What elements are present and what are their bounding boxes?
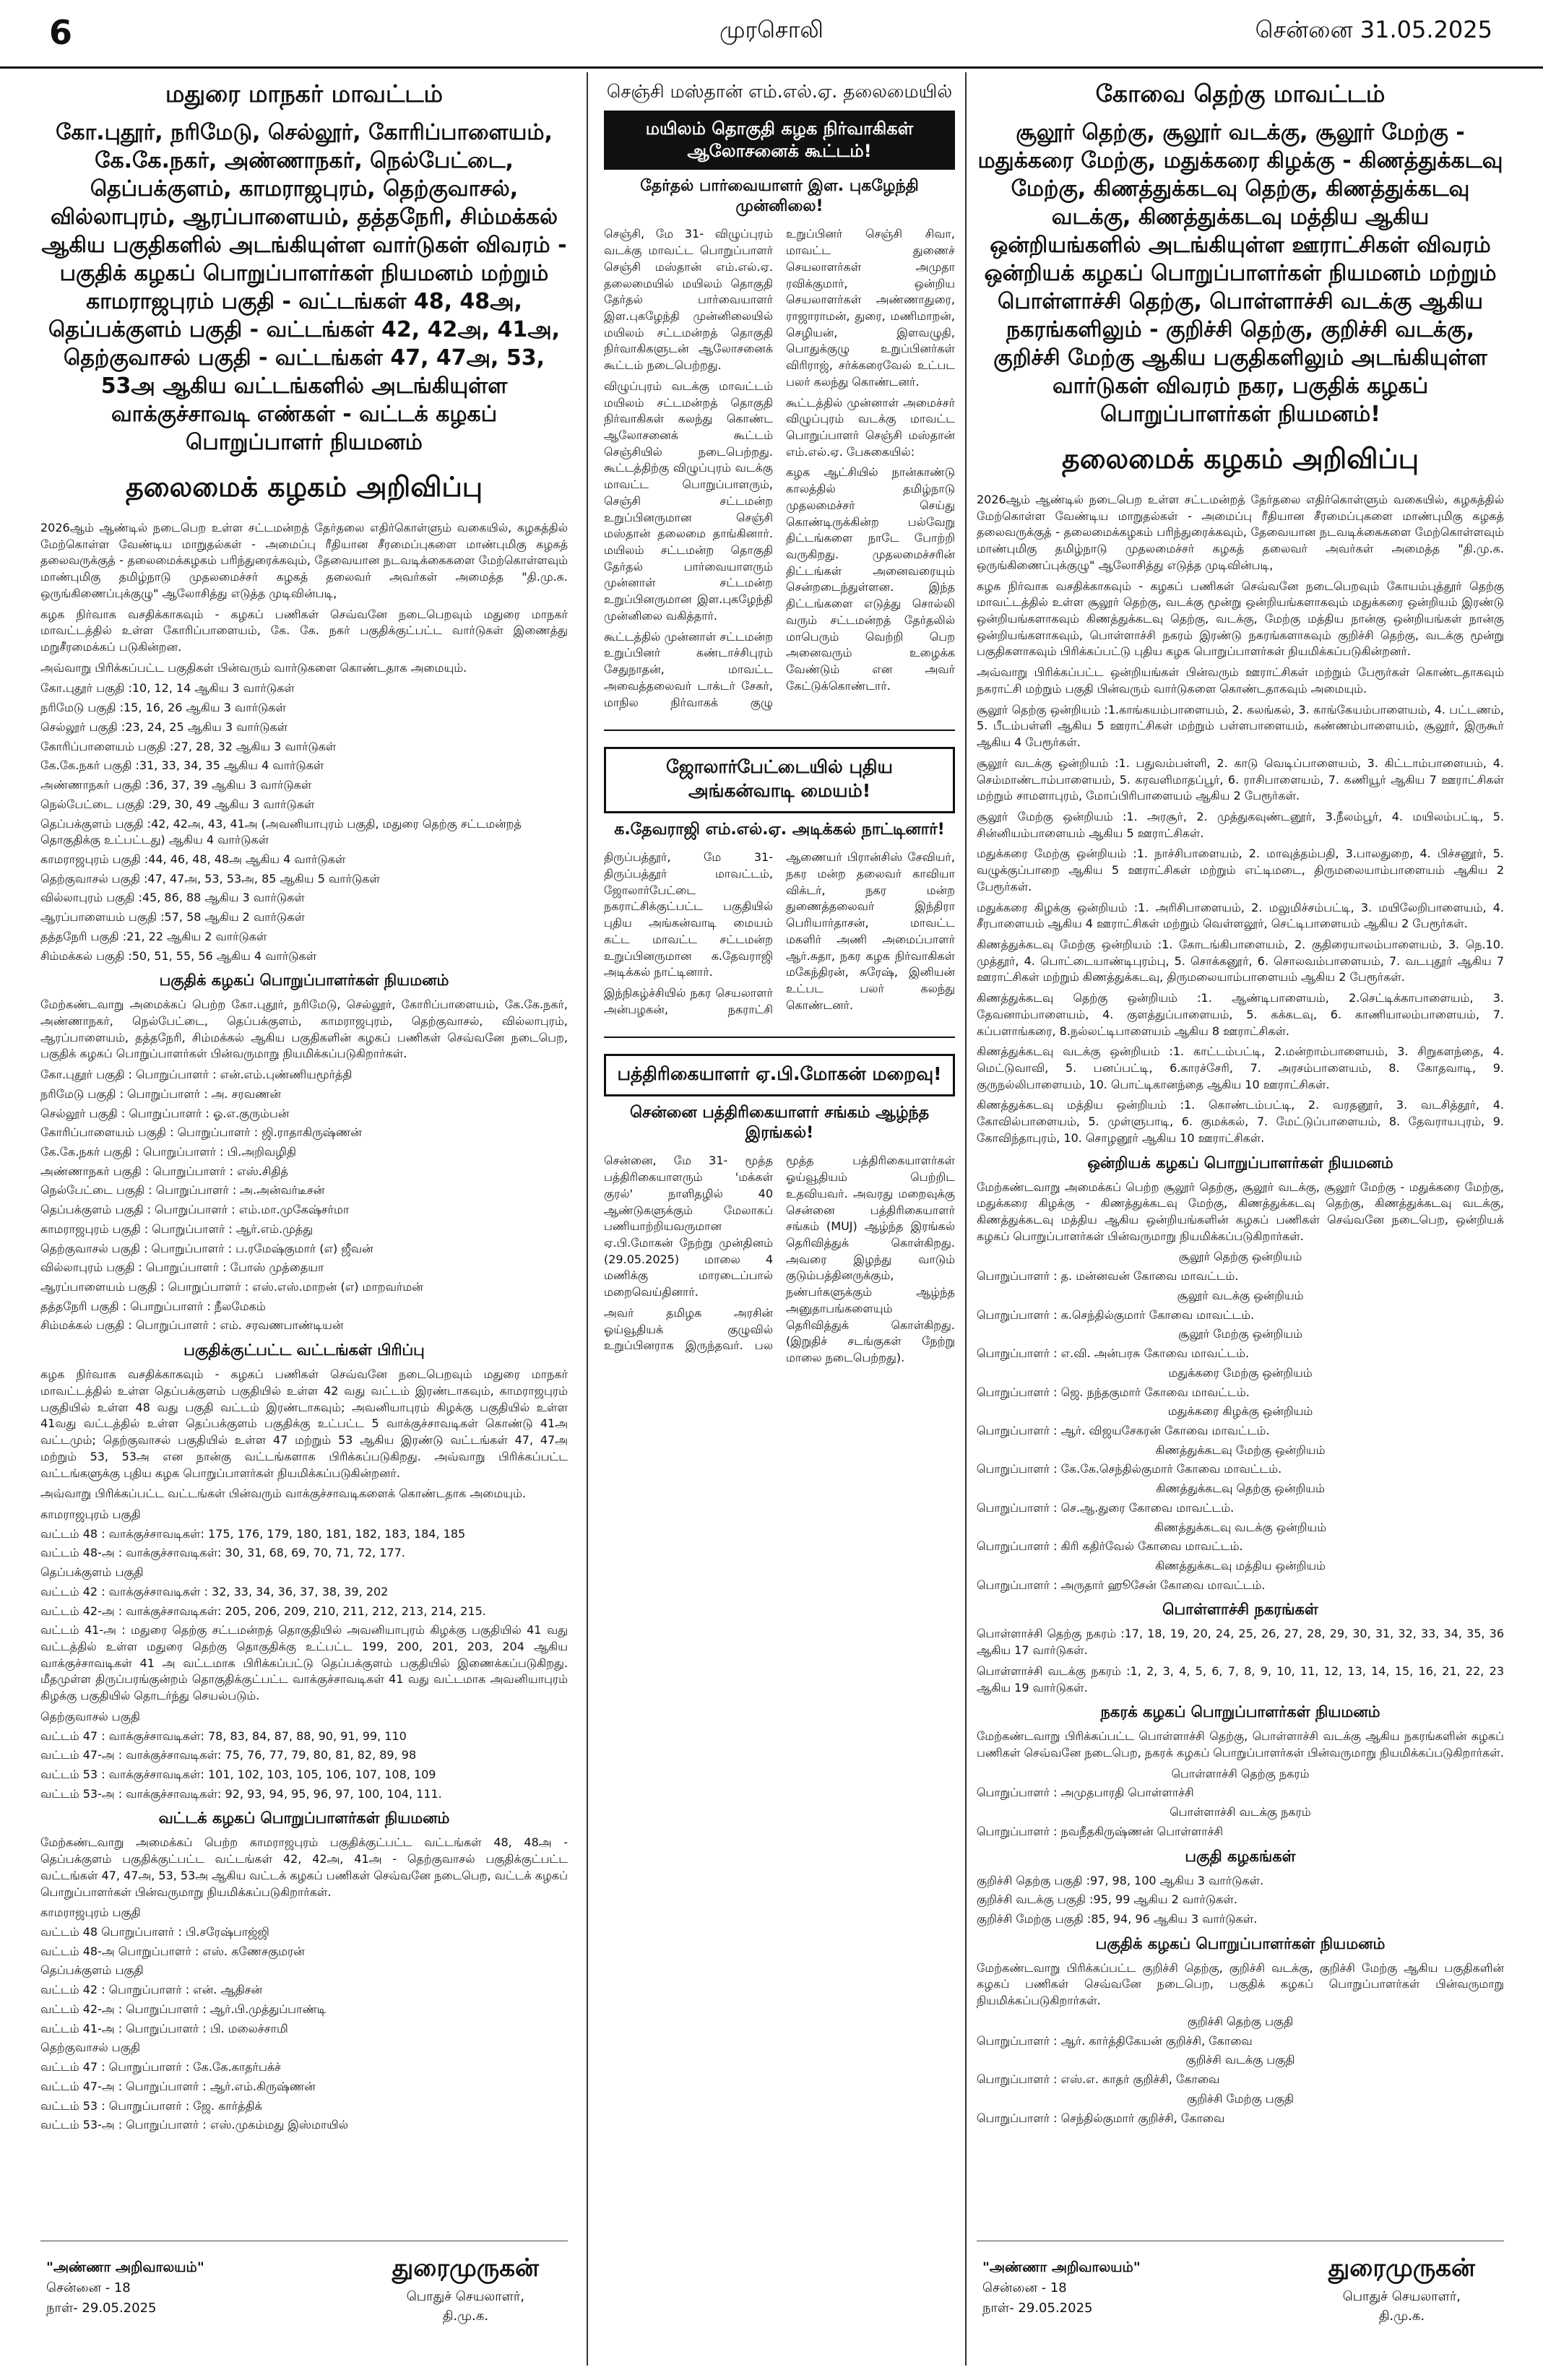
paragraph: பொள்ளாச்சி தெற்கு நகரம் :17, 18, 19, 20, 24, 25, 26, 27, 28, 29, 30, 31, 32, 33, 34, 35, 36 ஆகிய 17 வார்டுகள். [977,1627,1504,1658]
list-item: தெப்பக்குளம் பகுதி [40,1963,144,1978]
signature-block [977,2241,1504,2342]
story-headline: பத்திரிகையாளர் ஏ.பி.மோகன் மறைவு! [604,1054,955,1096]
list-item: தெப்பக்குளம் பகுதி [40,1565,144,1580]
district-title: கோவை தெற்கு மாவட்டம் [1095,79,1386,108]
list-item: வட்டம் 48-அ பொறுப்பாளர் : எஸ். கணேசகுமரன் [40,1944,305,1958]
story-headline: மயிலம் தொகுதி கழக நிர்வாகிகள் ஆலோசனைக் கூட்டம்! [604,111,955,170]
paragraph: அவர் தமிழக அரசின் ஓய்வூதியக் குழுவில் உறுப்பினராக இருந்தவர். பல மூத்த பத்திரிகையாளர்கள் ஓய்வூதியம் பெற்றிட உதவியவர். அவரது மறைவுக்கு சென்னை பத்திரிகையாளர் சங்கம் (MUJ) ஆழ்ந்த இரங்கல் தெரிவித்துக் கொள்கிறது. அவரை இழந்து வாடும் குடும்பத்தினருக்கும், நண்பர்களுக்கும் ஆழ்ந்த அனுதாபங்களையும் தெரிவித்துக் கொள்கிறது. (இறுதிச் சடங்குகள் நேற்று மாலை நடைபெற்றது). [604,1154,955,1365]
notice-headline: சூலூர் தெற்கு, சூலூர் வடக்கு, சூலூர் மேற்கு - மதுக்கரை மேற்கு, மதுக்கரை கிழக்கு - கிணத்துக்கடவு மேற்கு, கிணத்துக்கடவு தெற்கு, கிணத்துக்கடவு வடக்கு, கிணத்துக்கடவு மத்திய ஆகிய ஒன்றியங்களில் அடங்கியுள்ள ஊராட்சிகள் விவரம் ஒன்றியக் கழகப் பொறுப்பாளர்கள் நியமனம் மற்றும் பொள்ளாச்சி தெற்கு, பொள்ளாச்சி வடக்கு ஆகிய நகரங்களிலும் - குறிச்சி தெற்கு, குறிச்சி வடக்கு, குறிச்சி மேற்கு ஆகிய பகுதிகளிலும் அடங்கியுள்ள வார்டுகள் விவரம் நகர, பகுதிக் கழகப் பொறுப்பாளர்கள் நியமனம்! [977,120,1503,427]
intro-paragraph: கழக நிர்வாக வசதிக்காகவும் - கழகப் பணிகள் செவ்வனே நடைபெறவும் கோயம்புத்தூர் தெற்கு மாவட்டத்தில் உள்ள சூலூர் தெற்கு, வடக்கு மூன்று ஒன்றியங்களாகவும் மதுக்கரை ஒன்றியம் இரண்டு ஒன்றியங்களாகவும் கிணத்துக்கடவு தெற்கு, வடக்கு, மேற்கு மத்திய நான்கு ஒன்றியங்கள் நான்கு ஒன்றியங்களாகவும், பொள்ளாச்சி நகரம் இரண்டு நகரங்களாகவும் குறிச்சி தெற்கு, வடக்கு மூன்று பகுதிகளாகவும் பிரிக்கப்பட்டு புதிய கழக பொறுப்பாளர்கள் நியமிக்கப்படுகின்றனர். [977,579,1504,659]
paragraph: வட்டம் 41-அ : மதுரை தெற்கு சட்டமன்றத் தொகுதியில் அவனியாபுரம் கிழக்கு பகுதியில் 41 வது வட்டத்தில் உள்ள மதுரை தெற்கு தொகுதிக்கு உட்பட்ட 199, 200, 201, 203, 204 ஆகிய வாக்குச்சாவடிகள் 41 அ வட்டமாக பிரிக்கப்பட்டு தெப்பக்குளம் பகுதியில் இணைக்கப்படுகிறது. மீதமுள்ள திருப்பரங்குன்றம் தொகுதிக்குட்பட்ட வாக்குச்சாவடிகள் 41 வது வட்டமாக அவனியாபுரம் கிழக்கு பகுதியில் தொடர்ந்து செயல்படும். [40,1623,568,1703]
list-item: வில்லாபுரம் பகுதி : பொறுப்பாளர் : போஸ் முத்தையா [40,1260,324,1275]
paragraph: கழக நிர்வாக வசதிக்காகவும் - கழகப் பணிகள் செவ்வனே நடைபெறவும் மதுரை மாநகர் மாவட்டத்தில் உள்ள தெப்பக்குளம் பகுதியில் உள்ள 42 வது வட்டம் இரண்டாகவும், காமராஜபுரம் பகுதியில் உள்ள 48 வது பகுதி வட்டம் இரண்டாகவும்; அவனியாபுரம் கிழக்கு பகுதியில் உள்ள 41வது வட்டத்தில் உள்ள தெப்பக்குளம் பகுதிக்கு உட்பட்ட 5 வாக்குச்சாவடிகள் கொண்டு 41அ வட்டமும்; தெற்குவாசல் பகுதியில் உள்ள 47 மற்றும் 53 ஆகிய இரண்டு வட்டங்கள் 47, 47அ மற்றும் 53, 53அ என நான்கு வட்டங்களாக பிரிக்கப்படுகிறது. அவ்வாறு பிரிக்கப்பட்ட வட்டங்களுக்கு புதிய கழக பொறுப்பாளர்கள் நியமிக்கப்படுகின்றனர். [40,1367,568,1480]
subheading: பகுதிக் கழகப் பொறுப்பாளர்கள் நியமனம் [159,972,449,990]
list-item: வட்டம் 42-அ : வாக்குச்சாவடிகள்: 205, 206, 209, 210, 211, 212, 213, 214, 215. [40,1604,486,1618]
unit-name: பொள்ளாச்சி தெற்கு நகரம் [1171,1766,1310,1780]
list-item: கோரிப்பாளையம் பகுதி :27, 28, 32 ஆகிய 3 வார்டுகள் [40,739,337,753]
appointee-line: பொறுப்பாளர் : கிரி கதிர்வேல் கோவை மாவட்டம். [977,1539,1243,1554]
district-title: மதுரை மாநகர் மாவட்டம் [165,79,444,108]
paragraph: கிணத்துக்கடவு மத்திய ஒன்றியம் :1. கொண்டம்பட்டி, 2. வரதனூர், 3. வடசித்தூர், 4. கோவில்பாளையம், 5. முள்ளுபாடி, 6. குமக்கல், 7. மேட்டுப்பாளையம், 8. தேவராயபுரம், 9. கோவிந்தாபுரம், 10. சொழனூர் ஆகிய 10 ஊராட்சிகள். [977,1098,1504,1145]
unit-name: கிணத்துக்கடவு மேற்கு ஒன்றியம் [1155,1442,1326,1457]
booth-list [40,1507,568,1619]
story-divider [604,1037,955,1038]
list-intro: அவ்வாறு பிரிக்கப்பட்ட வட்டங்கள் பின்வரும் வாக்குச்சாவடிகளைக் கொண்டதாக அமையும். [40,1487,526,1501]
list-item: நெல்பேட்டை பகுதி :29, 30, 49 ஆகிய 3 வார்டுகள் [40,797,315,811]
list-item: தத்தநேரி பகுதி : பொறுப்பாளர் : நீலமேகம் [40,1299,266,1313]
story-subheadline: தேர்தல் பார்வையாளர் இள. புகழேந்தி முன்னிலை! [640,177,919,216]
subheading: பகுதிக் கழகப் பொறுப்பாளர்கள் நியமனம் [1095,1934,1386,1952]
unit-name: சூலூர் தெற்கு ஒன்றியம் [1178,1250,1302,1264]
paragraph: விழுப்புரம் வடக்கு மாவட்டம் மயிலம் சட்டமன்றத் தொகுதி நிர்வாகிகள் கலந்து கொண்ட ஆலோசனைக் கூட்டம் செஞ்சியில் நடைபெற்றது. கூட்டத்திற்கு விழுப்புரம் வடக்கு மாவட்ட பொறுப்பாளரும், செஞ்சி சட்டமன்ற உறுப்பினருமான செஞ்சி மஸ்தான் தலைமை தாங்கினார். மயிலம் சட்டமன்ற தொகுதி தேர்தல் பார்வையாளரும் முன்னாள் சட்டமன்ற உறுப்பினருமான இள.புகழேந்தி முன்னிலை வகித்தார். [604,378,773,623]
paragraph: கழக ஆட்சியில் நான்காண்டு காலத்தில் தமிழ்நாடு முதலமைச்சர் செய்து கொண்டிருக்கின்ற பல்வேறு திட்டங்களை நாடே போற்றி வருகிறது. முதலமைச்சரின் திட்டங்கள் அனைவரையும் சென்றடைந்துள்ளன. இந்த திட்டங்களை எடுத்து சொல்லி வரும் சட்டமன்றத் தேர்தலில் மாபெரும் வெற்றி பெற அனைவரும் உழைக்க வேண்டும் என அவர் கேட்டுக்கொண்டார். [786,465,955,693]
notice-date: நாள்- 29.05.2025 [46,2301,157,2316]
list-item: வட்டம் 48 பொறுப்பாளர் : பி.சரேஷ்பாஜ்ஜி [40,1925,269,1939]
section-title: தலைமைக் கழகம் அறிவிப்பு [1061,443,1419,475]
signatory-name: துரைமுருகன் [392,2254,539,2282]
paragraph: மேற்கண்டவாறு பிரிக்கப்பட்ட பொள்ளாச்சி தெற்கு, பொள்ளாச்சி வடக்கு ஆகிய நகரங்களின் கழகப் பணிகள் செவ்வனே நடைபெற, நகரக் கழகப் பொறுப்பாளர்கள் பின்வருமாறு நியமிக்கப்படுகிறார்கள். [977,1729,1504,1760]
party-name: தி.மு.க. [442,2308,489,2324]
list-item: காமராஜபுரம் பகுதி : பொறுப்பாளர் : ஆர்.எம்.முத்து [40,1221,314,1236]
appointee-line: பொறுப்பாளர் : எஸ்.எ. காதர் குறிச்சி, கோவை [977,2072,1220,2087]
list-item: தெப்பக்குளம் பகுதி : பொறுப்பாளர் : எம்.மா.முகேஷ்சர்மா [40,1203,350,1217]
subheading: பகுதி கழகங்கள் [1185,1847,1296,1865]
unit-name: கிணத்துக்கடவு தெற்கு ஒன்றியம் [1156,1481,1325,1496]
paragraph: மேற்கண்டவாறு பிரிக்கப்பட்ட குறிச்சி தெற்கு, குறிச்சி வடக்கு, குறிச்சி மேற்கு ஆகிய பகுதிகளின் கழகப் பணிகள் செவ்வனே நடைபெற, பகுதிக் கழகப் பொறுப்பாளர்கள் பின்வருமாறு நியமிக்கப்படுகிறார்கள். [977,1960,1504,2008]
signature-block [40,2241,568,2342]
unit-name: குறிச்சி வடக்கு பகுதி [1185,2053,1295,2067]
story-body [604,226,955,711]
place-date: சென்னை 31.05.2025 [1255,16,1492,43]
list-item: தத்தநேரி பகுதி :21, 22 ஆகிய 2 வார்டுகள் [40,929,267,943]
paragraph: சூலூர் வடக்கு ஒன்றியம் :1. பதுவம்பள்ளி, 2. காடு வெடிப்பாளையம், 3. கிட்டாம்பாளையம், 4. செம்மாண்டாம்பாளையம், 5. கரவளிமாதப்பூர், 6. ராசிபாளையம், 7. கணியூர் ஆகிய 7 ஊராட்சிகள் மற்றும் சாமளாபுரம், மோப்பிரிபாளையம் ஆகிய 2 பேரூர்கள். [977,756,1504,803]
office-city: சென்னை - 18 [46,2280,131,2296]
list-item: காமராஜபுரம் பகுதி [40,1507,141,1521]
section-title: தலைமைக் கழகம் அறிவிப்பு [125,471,483,503]
madurai-notice [40,77,568,2371]
appointee-list [40,1905,568,2134]
booth-list [40,1709,568,1803]
office-name: "அண்ணா அறிவாலயம்" [46,2259,204,2275]
party-name: தி.மு.க. [1378,2308,1425,2324]
appointee-line: பொறுப்பாளர் : அமுதபாரதி பொள்ளாச்சி [977,1786,1194,1800]
list-item: வட்டம் 41-அ : பொறுப்பாளர் : பி. மலைச்சாமி [40,2021,288,2035]
list-item: கோ.புதூர் பகுதி :10, 12, 14 ஆகிய 3 வார்டுகள் [40,681,295,696]
office-city: சென்னை - 18 [982,2280,1067,2296]
list-item: வட்டம் 47 : பொறுப்பாளர் : கே.கே.காதர்பக்ச் [40,2060,282,2074]
paragraph: சூலூர் மேற்கு ஒன்றியம் :1. அரசூர், 2. முத்துகவுண்டனூர், 3.நீலம்பூர், 4. மயிலம்பட்டி, 5. சின்னியம்பாளையம் ஆகிய 5 ஊராட்சிகள். [977,809,1504,840]
list-item: வட்டம் 47-அ : பொறுப்பாளர் : ஆர்.எம்.கிருஷ்ணன் [40,2079,316,2093]
paragraph: மதுக்கரை மேற்கு ஒன்றியம் :1. நாச்சிபாளையம், 2. மாவுத்தம்பதி, 3.பாலதுறை, 4. பிச்சனூர், 5. வழுக்குப்பாறை ஆகிய 5 ஊராட்சிகள் மற்றும் எட்டிமடை, திருமலையாம்பாளையம் ஆகிய 2 பேரூர்கள். [977,847,1504,893]
appointee-line: பொறுப்பாளர் : எ.வி. அன்பரசு கோவை மாவட்டம். [977,1346,1250,1361]
appointee-line: பொறுப்பாளர் : க.செந்தில்குமார் கோவை மாவட்டம். [977,1307,1255,1322]
list-item: நெல்பேட்டை பகுதி : பொறுப்பாளர் : அ.அன்வர்டீசன் [40,1183,325,1198]
appointee-line: பொறுப்பாளர் : நவநீதகிருஷ்ணன் பொள்ளாச்சி [977,1824,1224,1838]
list-intro: அவ்வாறு பிரிக்கப்பட்ட பகுதிகள் பின்வரும் வார்டுகளை கொண்டதாக அமையும். [40,660,467,675]
paragraph: கிணத்துக்கடவு வடக்கு ஒன்றியம் :1. காட்டம்பட்டி, 2.மன்றாம்பாளையம், 3. சிறுகளந்தை, 4. மெட்டுவாவி, 5. பனப்பட்டி, 6.காரச்சேரி, 7. அரசம்பாளையம், 8. கோதவாடி, 9. குருநல்லிபாளையம், 10. பொட்டிகானந்தை ஆகிய 10 ஊராட்சிகள். [977,1044,1504,1091]
intro-paragraph: 2026ஆம் ஆண்டில் நடைபெற உள்ள சட்டமன்றத் தேர்தலை எதிர்கொள்ளும் வகையில், கழகத்தில் மேற்கொள்ள வேண்டிய மாறுதல்கள் - அமைப்பு ரீதியான சீரமைப்புகளை மாண்புமிகு கழகத் தலைவருக்குத் - தலைமைக்கழகம் பரிந்துரைக்கவும், தேவையான நடவடிக்கைகளை மேற்கொள்ளவும் மாண்புமிகு தமிழ்நாடு முதலமைச்சர் கழகத் தலைவர் அவர்கள் அமைத்த "தி.மு.க. ஒருங்கிணைப்புக்குழு" ஆலோசித்து எடுத்த முடிவின்படி, [40,521,568,600]
intro-paragraph: 2026ஆம் ஆண்டில் நடைபெற உள்ள சட்டமன்றத் தேர்தலை எதிர்கொள்ளும் வகையில், கழகத்தில் மேற்கொள்ள வேண்டிய மாறுதல்கள் - அமைப்பு ரீதியான சீரமைப்புகளை மாண்புமிகு கழகத் தலைவருக்குத் - தலைமைக்கழகம் பரிந்துரைக்கவும், தேவையான நடவடிக்கைகளை மேற்கொள்ளவும் மாண்புமிகு தமிழ்நாடு முதலமைச்சர் கழகத் தலைவர் அவர்கள் அமைத்த "தி.மு.க. ஒருங்கிணைப்புக்குழு" ஆலோசித்து எடுத்த முடிவின்படி, [977,493,1504,572]
unit-name: குறிச்சி தெற்கு பகுதி [1187,2014,1294,2028]
list-item: வட்டம் 53 : பொறுப்பாளர் : ஜே. கார்த்திக் [40,2098,262,2113]
list-item: வட்டம் 48-அ : வாக்குச்சாவடிகள்: 30, 31, 68, 69, 70, 71, 72, 177. [40,1546,405,1560]
list-item: தெற்குவாசல் பகுதி :47, 47அ, 53, 53அ, 85 ஆகிய 5 வார்டுகள் [40,871,380,886]
paragraph: மதுக்கரை கிழக்கு ஒன்றியம் :1. அரிசிபாளையம், 2. மலுமிச்சம்பட்டி, 3. மயிலேறிபாளையம், 4. சீரபாளையம் ஆகிய 4 ஊராட்சிகள் மற்றும் வெள்ளலூர், செட்டிபாளையம் ஆகிய 2 பேரூர்கள். [977,900,1504,931]
notice-headline: கோ.புதூர், நரிமேடு, செல்லூர், கோரிப்பாளையம், கே.கே.நகர், அண்ணாநகர், நெல்பேட்டை, தெப்பக்குளம், காமராஜபுரம், தெற்குவாசல், வில்லாபுரம், ஆரப்பாளையம், தத்தநேரி, சிம்மக்கல் ஆகிய பகுதிகளில் அடங்கியுள்ள வார்டுகள் விவரம் - பகுதிக் கழகப் பொறுப்பாளர்கள் நியமனம் மற்றும் காமராஜபுரம் பகுதி - வட்டங்கள் 48, 48அ, தெப்பக்குளம் பகுதி - வட்டங்கள் 42, 42அ, 41அ, தெற்குவாசல் பகுதி - வட்டங்கள் 47, 47அ, 53, 53அ ஆகிய வட்டங்களில் அடங்கியுள்ள வாக்குச்சாவடி எண்கள் - வட்டக் கழகப் பொறுப்பாளர் நியமனம் [41,120,567,455]
appointee-line: பொறுப்பாளர் : ஆர். கார்த்திகேயன் குறிச்சி, கோவை [977,2033,1253,2048]
list-item: தெப்பக்குளம் பகுதி :42, 42அ, 43, 41அ (அவனியாபுரம் பகுதி, மதுரை தெற்கு சட்டமன்றத் தொகுதிக்கு உட்பட்டது) ஆகிய 4 வார்டுகள் [40,816,522,847]
appointee-line: பொறுப்பாளர் : செ.ஆ.துரை கோவை மாவட்டம். [977,1500,1235,1515]
ward-list [40,680,568,964]
list-item: வட்டம் 42 : பொறுப்பாளர் : என். ஆதிசன் [40,1983,263,1997]
list-item: நரிமேடு பகுதி : பொறுப்பாளர் : அ. சரவணன் [40,1086,281,1101]
story-body [604,1153,955,1366]
paragraph: திருப்பத்தூர், மே 31- திருப்பத்தூர் மாவட்டம், ஜோலார்பேட்டை நகராட்சிக்குட்பட்ட பகுதியில் புதிய அங்கன்வாடி மையம் கட்ட மாவட்ட சட்டமன்ற உறுப்பினருமான க.தேவராஜி அடிக்கல் நாட்டினார். [604,850,773,979]
subheading: பகுதிக்குட்பட்ட வட்டங்கள் பிரிப்பு [183,1341,425,1359]
ward-list [977,1626,1504,1696]
paragraph: கூட்டத்தில் முன்னாள் அமைச்சர் விழுப்புரம் வடக்கு மாவட்ட பொறுப்பாளர் செஞ்சி மஸ்தான் எம்.எல்.ஏ. பேசுகையில்: [786,395,955,459]
story-body [604,849,955,1018]
appointee-line: பொறுப்பாளர் : த. மன்னவன் கோவை மாவட்டம். [977,1269,1239,1284]
subheading: வட்டக் கழகப் பொறுப்பாளர்கள் நியமனம் [158,1809,450,1827]
news-column [604,77,955,2371]
paragraph: கிணத்துக்கடவு மேற்கு ஒன்றியம் :1. கோடங்கிபாளையம், 2. குதிரையாலம்பாளையம், 3. நெ.10. முத்தூர், 4. பொட்டையாண்டிபுரம்பு, 5. சொக்கனூர், 6. சொலவம்பாளையம், 7. வடபுதூர் ஆகிய 7 ஊராட்சிகள் மற்றும் கிணத்துக்கடவு, திருமலையாம்பாளையம் ஆகிய 2 பேரூர்கள். [977,937,1504,985]
notice-date: நாள்- 29.05.2025 [982,2301,1093,2316]
paragraph: கூட்டத்தில் முன்னாள் சட்டமன்ற உறுப்பினர் கண்டாச்சிபுரம் சேதுநாதன், மாவட்ட அவைத்தலைவர் டாக்டர் சேகர், மாநில நிர்வாகக் குழு உறுப்பினர் செஞ்சி சிவா, மாவட்ட துணைச் செயலாளர்கள் அமுதா ரவிக்குமார், ஒன்றிய செயலாளர்கள் அண்ணாதுரை, ராஜாராமன், துரை, மணிமாறன், செழியன், இளவழுதி, பொதுக்குழு உறுப்பினர்கள் விரிராஜ், சர்க்கரைவேல் உட்பட பலர் கலந்து கொண்டனர். [604,227,955,709]
appointee-list [977,1766,1504,1840]
appointee-line: பொறுப்பாளர் : செந்தில்குமார் குறிச்சி, கோவை [977,2111,1225,2125]
paragraph: சூலூர் தெற்கு ஒன்றியம் :1.காங்கயம்பாளையம், 2. கலங்கல், 3. காங்கேயம்பாளையம், 4. பட்டணம், 5. பீடம்பள்ளி ஆகிய 5 ஊராட்சிகள் மற்றும் பள்ளபாளையம், கண்ணம்பாளையம், சூலூர், இருகூர் ஆகிய 4 பேரூர்கள். [977,702,1504,750]
list-item: அண்ணாநகர் பகுதி : பொறுப்பாளர் : எஸ்.சிதித் [40,1164,288,1178]
unit-name: பொள்ளாச்சி வடக்கு நகரம் [1170,1805,1311,1819]
appointee-list [977,1249,1504,1593]
appointee-line: பொறுப்பாளர் : ஜெ. நந்தகுமார் கோவை மாவட்டம். [977,1385,1250,1399]
story-subheadline: க.தேவராஜி எம்.எல்.ஏ. அடிக்கல் நாட்டினார்! [614,821,945,839]
list-item: தெற்குவாசல் பகுதி : பொறுப்பாளர் : ப.ரமேஷ்குமார் (எ) ஜீவன் [40,1241,373,1255]
office-name: "அண்ணா அறிவாலயம்" [982,2259,1141,2275]
list-item: வில்லாபுரம் பகுதி :45, 86, 88 ஆகிய 3 வார்டுகள் [40,891,305,905]
signatory-role: பொதுச் செயலாளர், [406,2289,525,2304]
paragraph: மேற்கண்டவாறு அமைக்கப் பெற்ற கோ.புதூர், நரிமேடு, செல்லூர், கோரிப்பாளையம், கே.கே.நகர், அண்ணாநகர், நெல்பேட்டை, தெப்பக்குளம், காமராஜபுரம், தெற்குவாசல், வில்லாபுரம், ஆரப்பாளையம், தத்தநேரி, சிம்மக்கல் ஆகிய பகுதிகளின் கழகப் பணிகள் செவ்வனே நடைபெற, பகுதிக் கழகப் பொறுப்பாளர்கள் பின்வருமாறு நியமிக்கப்படுகிறார்கள். [40,998,568,1061]
appointee-list [40,1067,568,1334]
ward-list [977,1873,1504,1928]
list-item: செல்லூர் பகுதி : பொறுப்பாளர் : ஓ.எ.குரும்பன் [40,1106,290,1120]
story-subheadline: சென்னை பத்திரிகையாளர் சங்கம் ஆழ்ந்த இரங்கல்! [629,1104,930,1143]
list-item: ஆரப்பாளையம் பகுதி : பொறுப்பாளர் : எஸ்.எஸ்.மாறன் (எ) மாறவர்மன் [40,1280,423,1294]
paper-name: முரசொலி [719,16,824,43]
masthead [0,0,1543,69]
panchayat-list [977,702,1504,1147]
list-item: வட்டம் 48 : வாக்குச்சாவடிகள்: 175, 176, 179, 180, 181, 182, 183, 184, 185 [40,1526,466,1541]
appointee-line: பொறுப்பாளர் : ஆர். விஜயசேகரன் கோவை மாவட்டம். [977,1423,1270,1437]
signatory-name: துரைமுருகன் [1328,2254,1475,2282]
list-item: கோரிப்பாளையம் பகுதி : பொறுப்பாளர் : ஜி.ராதாகிருஷ்ணன் [40,1125,362,1140]
list-item: வட்டம் 47-அ : வாக்குச்சாவடிகள்: 75, 76, 77, 79, 80, 81, 82, 89, 98 [40,1748,417,1762]
appointee-line: பொறுப்பாளர் : கே.கே.செந்தில்குமார் கோவை மாவட்டம். [977,1462,1282,1476]
list-item: தெற்குவாசல் பகுதி [40,2041,140,2055]
list-item: குறிச்சி வடக்கு பகுதி :95, 99 ஆகிய 2 வார்டுகள். [977,1892,1237,1907]
story-headline: ஜோலார்பேட்டையில் புதிய அங்கன்வாடி மையம்! [604,747,955,813]
list-item: கே.கே.நகர் பகுதி :31, 33, 34, 35 ஆகிய 4 வார்டுகள் [40,758,324,773]
story-divider [604,730,955,731]
list-item: குறிச்சி தெற்கு பகுதி :97, 98, 100 ஆகிய 3 வார்டுகள். [977,1873,1264,1887]
unit-name: மதுக்கரை கிழக்கு ஒன்றியம் [1167,1404,1313,1419]
column-divider [965,72,967,2366]
paragraph: மேற்கண்டவாறு அமைக்கப் பெற்ற சூலூர் தெற்கு, சூலூர் வடக்கு, சூலூர் மேற்கு - மதுக்கரை மேற்கு, மதுக்கரை கிழக்கு - கிணத்துக்கடவு மேற்கு, கிணத்துக்கடவு தெற்கு, கிணத்துக்கடவு வடக்கு, கிணத்துக்கடவு மத்திய ஆகிய ஒன்றியங்களின் கழகப் பணிகள் செவ்வனே நடைபெற, ஒன்றியக் கழகப் பொறுப்பாளர்கள் பின்வருமாறு நியமிக்கப்படுகிறார்கள். [977,1180,1504,1243]
paragraph: செஞ்சி, மே 31- விழுப்புரம் வடக்கு மாவட்ட பொறுப்பாளர் செஞ்சி மஸ்தான் எம்.எல்.ஏ. தலைமையில் மயிலம் தொகுதி தேர்தல் பார்வையாளர் இள.புகழேந்தி முன்னிலையில் மயிலம் சட்டமன்றத் தொகுதி நிர்வாகிகளுடன் ஆலோசனைக் கூட்டம் நடைபெற்றது. [604,227,773,373]
appointee-list [977,2014,1504,2126]
list-item: வட்டம் 42-அ : பொறுப்பாளர் : ஆர்.பி.முத்துப்பாண்டி [40,2002,327,2016]
page-number: 6 [49,13,73,52]
list-intro: அவ்வாறு பிரிக்கப்பட்ட ஒன்றியங்கள் பின்வரும் ஊராட்சிகள் மற்றும் பேரூர்கள் கொண்டதாகவும் நகராட்சி மற்றும் பகுதி பின்வரும் வார்டுகளை கொண்டதாகவும் அமையும். [977,665,1504,696]
signatory-role: பொதுச் செயலாளர், [1342,2289,1461,2304]
list-item: வட்டம் 53-அ : வாக்குச்சாவடிகள்: 92, 93, 94, 95, 96, 97, 100, 104, 111. [40,1786,442,1801]
list-item: செல்லூர் பகுதி :23, 24, 25 ஆகிய 3 வார்டுகள் [40,719,288,734]
list-item: சிம்மக்கல் பகுதி :50, 51, 55, 56 ஆகிய 4 வார்டுகள் [40,948,317,963]
intro-paragraph: கழக நிர்வாக வசதிக்காகவும் - கழகப் பணிகள் செவ்வனே நடைபெறவும் மதுரை மாநகர் மாவட்டத்தில் உள்ள கோரிப்பாளையம், கே. கே. நகர் பகுதிக்குட்பட்ட வார்டுகள் இணைத்து மறுசீரமைக்கப் படுகின்றன. [40,607,568,654]
list-item: காமராஜபுரம் பகுதி :44, 46, 48, 48அ ஆகிய 4 வார்டுகள் [40,852,346,866]
paragraph: இந்நிகழ்ச்சியில் நகர செயலாளர் அன்பழகன், நகராட்சி ஆணையர் பிரான்சிஸ் சேவியர், நகர மன்ற தலைவர் காவியா விக்டர், நகர மன்ற துணைத்தலைவர் இந்திரா பெரியார்தாசன், மாவட்ட மகளிர் அணி அமைப்பாளர் ஆர்.சுதா, நகர கழக நிர்வாகிகள் மகேந்திரன், சுரேஷ், இனியன் உட்பட பலர் கலந்து கொண்டனர். [604,850,955,1016]
unit-name: சூலூர் மேற்கு ஒன்றியம் [1178,1327,1302,1341]
list-item: கோ.புதூர் பகுதி : பொறுப்பாளர் : என்.எம்.புண்ணியமூர்த்தி [40,1068,353,1082]
column-divider [587,72,588,2366]
list-item: நரிமேடு பகுதி :15, 16, 26 ஆகிய 3 வார்டுகள் [40,701,286,715]
list-item: வட்டம் 47 : வாக்குச்சாவடிகள்: 78, 83, 84, 87, 88, 90, 91, 99, 110 [40,1728,407,1743]
paragraph: கிணத்துக்கடவு தெற்கு ஒன்றியம் :1. ஆண்டிபாளையம், 2.செட்டிக்காபாளையம், 3. தேவனாம்பாளையம், 4. குளத்துப்பாளையம், 5. கக்கடவு, 6. காணியாலம்பாளையம், 7. கப்பளாங்கரை, 8.நல்லட்டிபாளையம் ஆகிய 8 ஊராட்சிகள். [977,991,1504,1038]
list-item: வட்டம் 42 : வாக்குச்சாவடிகள் : 32, 33, 34, 36, 37, 38, 39, 202 [40,1584,389,1598]
coimbatore-notice [977,77,1504,2371]
unit-name: கிணத்துக்கடவு வடக்கு ஒன்றியம் [1154,1520,1327,1534]
list-item: தெற்குவாசல் பகுதி [40,1709,140,1723]
paragraph: மேற்கண்டவாறு அமைக்கப் பெற்ற காமராஜபுரம் பகுதிக்குட்பட்ட வட்டங்கள் 48, 48அ - தெப்பக்குளம் பகுதிக்குட்பட்ட வட்டங்கள் 42, 42அ, 41அ - தெற்குவாசல் பகுதிக்குட்பட்ட வட்டங்கள் 47, 47அ, 53, 53அ ஆகிய வட்டக் கழகப் பணிகள் செவ்வனே நடைபெற, வட்டக் கழகப் பொறுப்பாளர்கள் பின்வருமாறு நியமிக்கப்படுகிறார்கள். [40,1835,568,1899]
subheading: ஒன்றியக் கழகப் பொறுப்பாளர்கள் நியமனம் [1087,1154,1393,1172]
story-kicker: செஞ்சி மஸ்தான் எம்.எல்.ஏ. தலைமையில் [606,81,953,102]
list-item: வட்டம் 53 : வாக்குச்சாவடிகள்: 101, 102, 103, 105, 106, 107, 108, 109 [40,1767,436,1781]
appointee-line: பொறுப்பாளர் : அருதார் ஹூசேன் கோவை மாவட்டம். [977,1578,1266,1592]
list-item: வட்டம் 53-அ : பொறுப்பாளர் : எஸ்.முகம்மது இஸ்மாயில் [40,2118,348,2132]
unit-name: கிணத்துக்கடவு மத்திய ஒன்றியம் [1155,1558,1326,1572]
subheading: பொள்ளாச்சி நகரங்கள் [1162,1601,1318,1619]
list-item: சிம்மக்கல் பகுதி : பொறுப்பாளர் : எம். சரவணபாண்டியன் [40,1318,344,1333]
paragraph: பொள்ளாச்சி வடக்கு நகரம் :1, 2, 3, 4, 5, 6, 7, 8, 9, 10, 11, 12, 13, 14, 15, 16, 21, 22, 23 ஆகிய 19 வார்டுகள். [977,1663,1504,1695]
subheading: நகரக் கழகப் பொறுப்பாளர்கள் நியமனம் [1100,1703,1380,1721]
paragraph: சென்னை, மே 31- மூத்த பத்திரிகையாளரும் 'மக்கள் குரல்' நாளிதழில் 40 ஆண்டுகளுக்கும் மேலாகப் பணியாற்றியவருமான ஏ.பி.மோகன் நேற்று முன்தினம் (29.05.2025) மாலை 4 மணிக்கு மாரடைப்பால் மறைவெய்தினார். [604,1154,773,1299]
unit-name: மதுக்கரை மேற்கு ஒன்றியம் [1168,1365,1313,1380]
list-item: ஆரப்பாளையம் பகுதி :57, 58 ஆகிய 2 வார்டுகள் [40,910,305,925]
list-item: அண்ணாநகர் பகுதி :36, 37, 39 ஆகிய 3 வார்டுகள் [40,778,312,792]
list-item: கே.கே.நகர் பகுதி : பொறுப்பாளர் : பி.அறிவழிதி [40,1145,297,1159]
list-item: காமராஜபுரம் பகுதி [40,1905,141,1920]
unit-name: குறிச்சி மேற்கு பகுதி [1187,2091,1294,2106]
unit-name: சூலூர் வடக்கு ஒன்றியம் [1177,1288,1304,1302]
list-item: குறிச்சி மேற்கு பகுதி :85, 94, 96 ஆகிய 3 வார்டுகள். [977,1912,1258,1926]
